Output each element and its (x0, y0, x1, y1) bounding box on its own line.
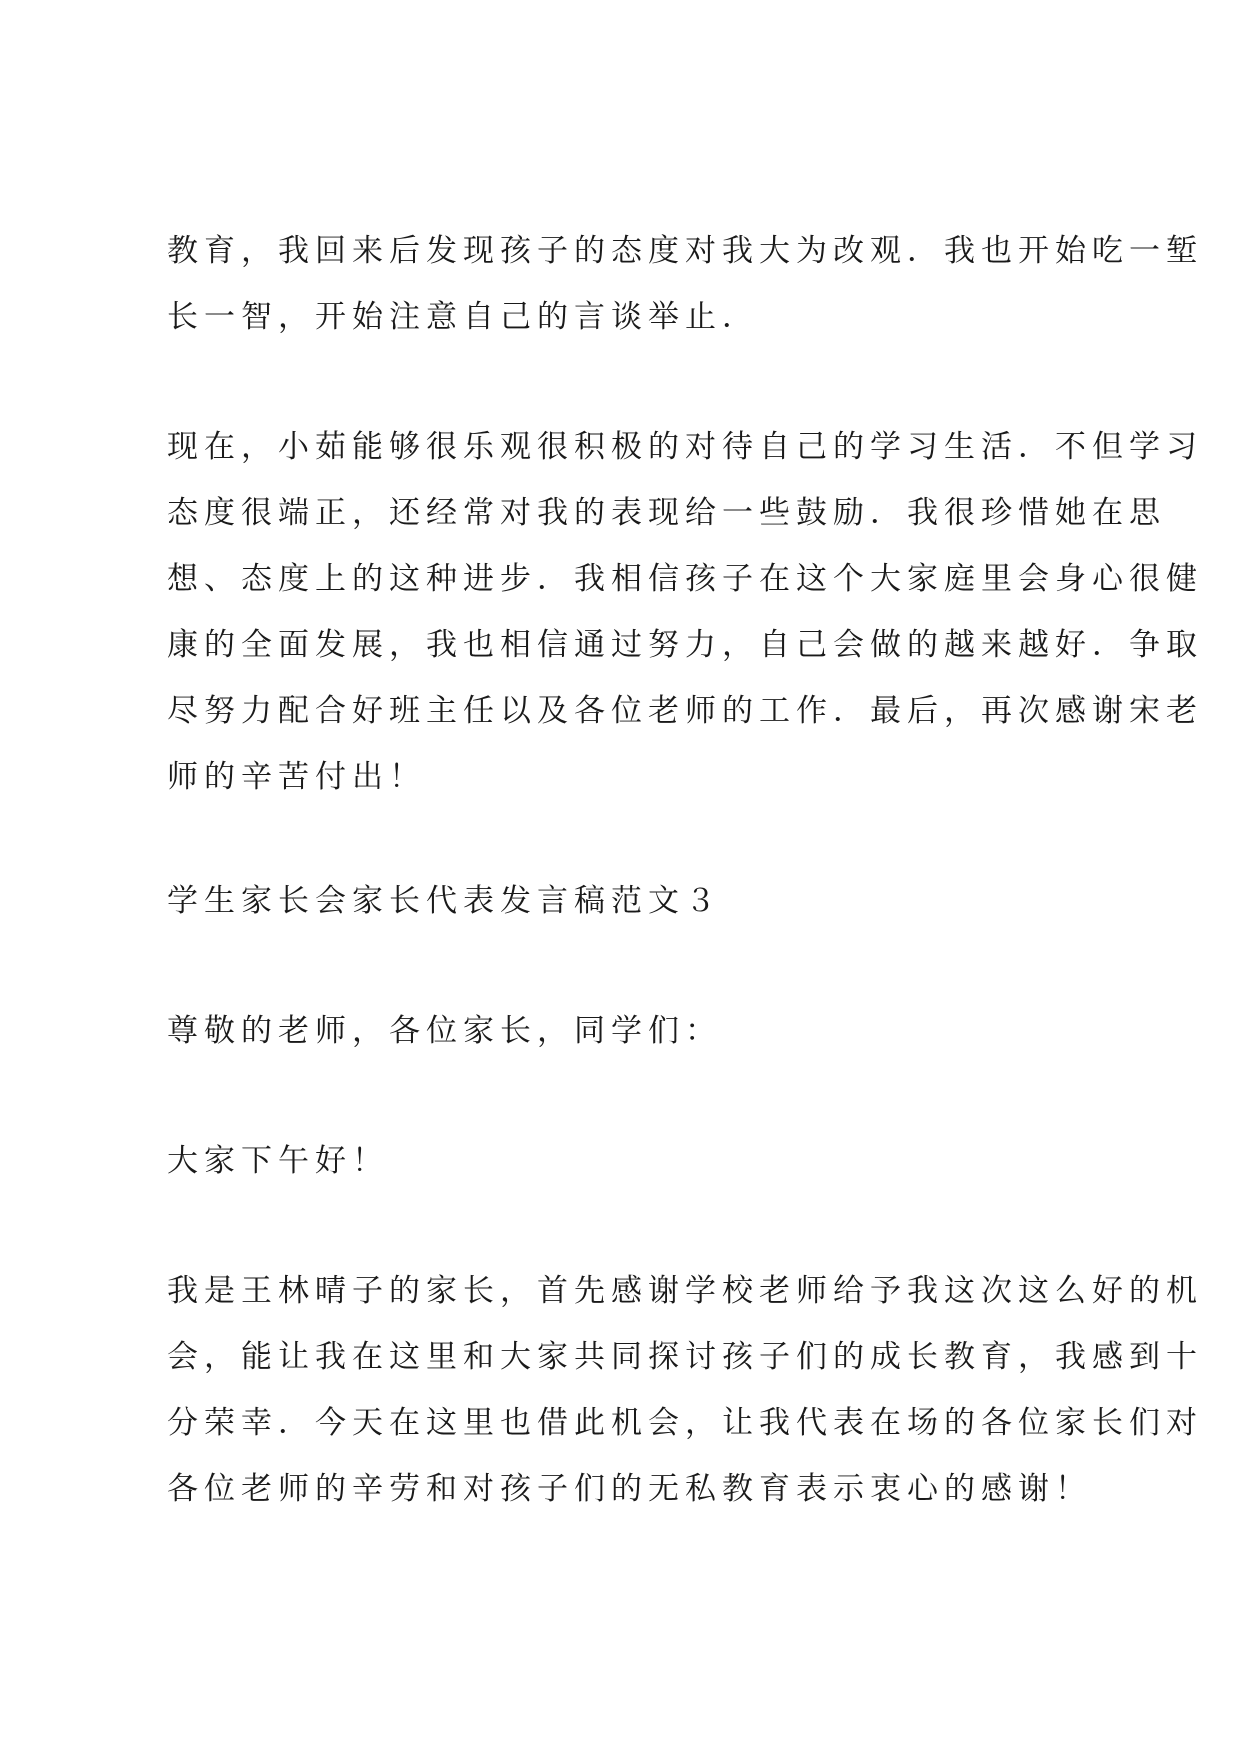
text-line: 会，能让我在这里和大家共同探讨孩子们的成长教育，我感到十 (167, 1339, 1203, 1375)
paragraph-progress (167, 414, 1203, 810)
text-line: 各位老师的辛劳和对孩子们的无私教育表示衷心的感谢！ (167, 1471, 1092, 1507)
text-line: 态度很端正，还经常对我的表现给一些鼓励．我很珍惜她在思 (167, 495, 1166, 531)
paragraph-salutation (167, 998, 1097, 1064)
text-line: 师的辛苦付出！ (167, 759, 426, 795)
text-line: 想、态度上的这种进步．我相信孩子在这个大家庭里会身心很健 (167, 561, 1203, 597)
text-line: 尽努力配合好班主任以及各位老师的工作．最后，再次感谢宋老 (167, 693, 1203, 729)
paragraph-introduction (167, 1258, 1203, 1522)
section-heading (167, 868, 1097, 934)
heading-text: 学生家长会家长代表发言稿范文３ (167, 883, 722, 919)
text-line: 现在，小茹能够很乐观很积极的对待自己的学习生活．不但学习 (167, 429, 1203, 465)
text-line: 大家下午好！ (167, 1143, 389, 1179)
text-line: 长一智，开始注意自己的言谈举止． (167, 299, 759, 335)
text-line: 尊敬的老师，各位家长，同学们： (167, 1013, 722, 1049)
paragraph-education-change (167, 218, 1203, 350)
text-line: 教育，我回来后发现孩子的态度对我大为改观．我也开始吃一堑 (167, 233, 1203, 269)
text-line: 我是王林晴子的家长，首先感谢学校老师给予我这次这么好的机 (167, 1273, 1203, 1309)
text-line: 分荣幸．今天在这里也借此机会，让我代表在场的各位家长们对 (167, 1405, 1203, 1441)
paragraph-greeting (167, 1128, 1097, 1194)
text-line: 康的全面发展，我也相信通过努力，自己会做的越来越好．争取 (167, 627, 1203, 663)
